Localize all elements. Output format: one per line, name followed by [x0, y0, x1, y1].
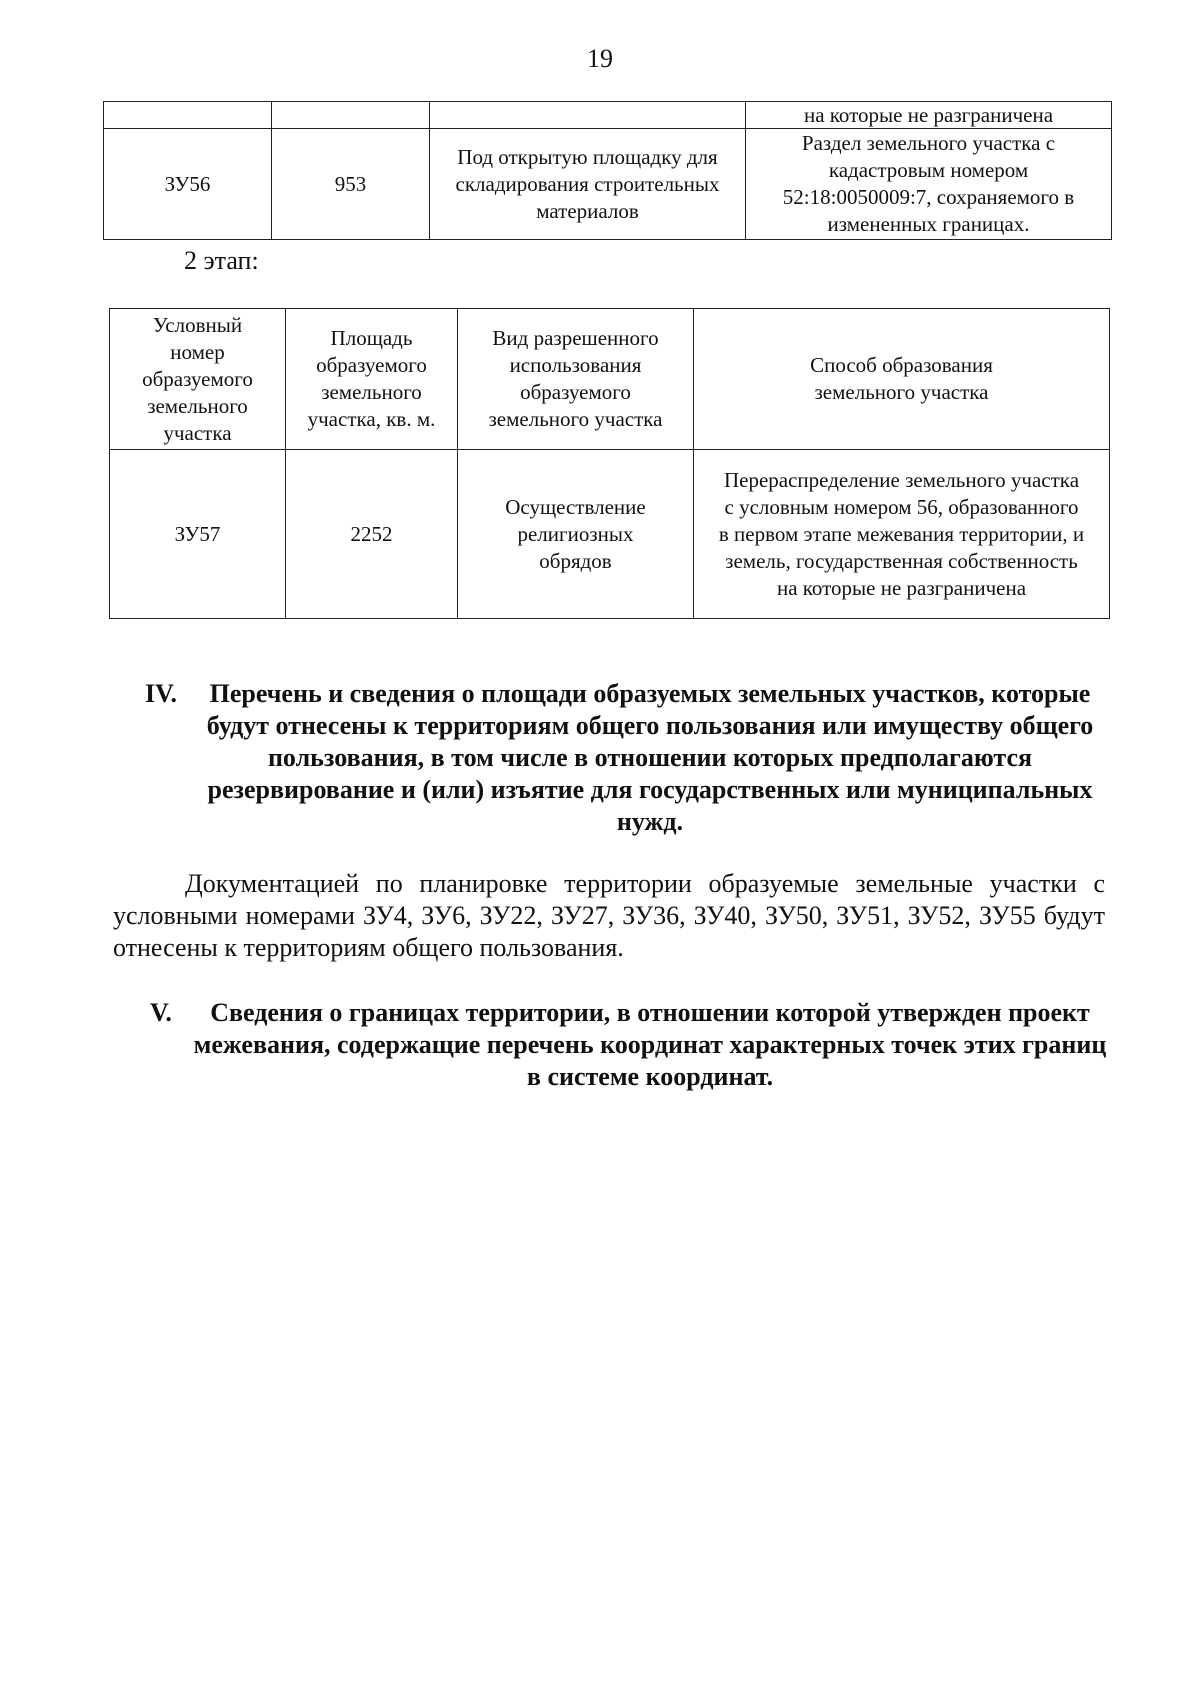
table-cell: [272, 102, 430, 129]
stage-label: 2 этап:: [184, 246, 259, 275]
table-row: [110, 450, 1110, 619]
table-row: [104, 129, 1112, 240]
plot-id-cell: ЗУ57: [110, 450, 286, 619]
plot-area-cell: 2252: [286, 450, 458, 619]
section-5-heading: [150, 997, 1110, 1093]
column-header: Условный номер образуемого земельного участка: [110, 309, 286, 450]
table-cell: [104, 102, 272, 129]
column-header: Вид разрешенного использования образуемого земельного участка: [458, 309, 694, 450]
plot-use-cell: Под открытую площадку для складирования строительных материалов: [430, 129, 746, 240]
plot-id-cell: ЗУ56: [104, 129, 272, 240]
table-row: [104, 102, 1112, 129]
column-header: Площадь образуемого земельного участка, кв. м.: [286, 309, 458, 450]
plot-area-cell: 953: [272, 129, 430, 240]
section-number: IV.: [145, 679, 178, 708]
stage1-table-continuation: [103, 101, 1112, 240]
page-number: 19: [587, 44, 613, 73]
table-header-row: [110, 309, 1110, 450]
section-number: V.: [150, 998, 172, 1027]
plot-method-cell: Перераспределение земельного участка с условным номером 56, образованного в первом этапе межевания территории, и земель, государственная собственность на которые не разграничена: [694, 450, 1110, 619]
stage2-table: [109, 308, 1110, 619]
table-cell: на которые не разграничена: [746, 102, 1112, 129]
table-cell: [430, 102, 746, 129]
body-paragraph: Документацией по планировке территории образуемые земельные участки с условными номерами ЗУ4, ЗУ6, ЗУ22, ЗУ27, ЗУ36, ЗУ40, ЗУ50, ЗУ51, ЗУ52, ЗУ55 будут отнесены к территориям общего пользования.: [113, 869, 1105, 962]
section-title: Сведения о границах территории, в отношении которой утвержден проект межевания, содержащие перечень координат характерных точек этих границ в системе координат.: [193, 998, 1107, 1091]
plot-use-cell: Осуществление религиозных обрядов: [458, 450, 694, 619]
plot-method-cell: Раздел земельного участка с кадастровым номером 52:18:0050009:7, сохраняемого в измененных границах.: [746, 129, 1112, 240]
section-4-heading: [145, 678, 1115, 838]
column-header: Способ образования земельного участка: [694, 309, 1110, 450]
section-title: Перечень и сведения о площади образуемых земельных участков, которые будут отнесены к территориям общего пользования или имуществу общего пользования, в том числе в отношении которых предполагаются резервирование и (или) изъятие для государственных или муниципальных нужд.: [206, 679, 1094, 836]
